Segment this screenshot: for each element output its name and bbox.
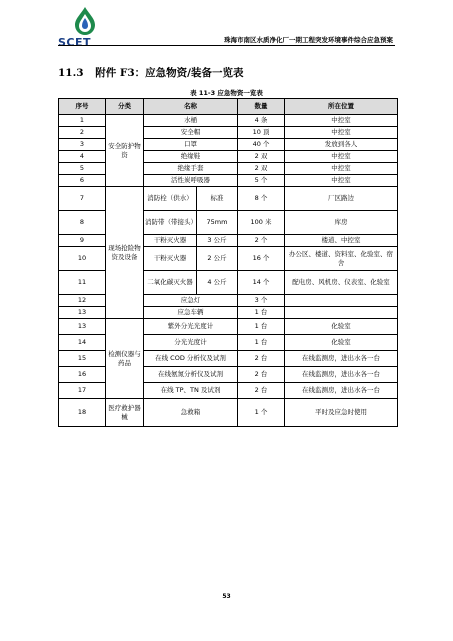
cell-seq: 15 <box>59 351 106 367</box>
cell-location: 楼道、中控室 <box>285 235 398 247</box>
cell-seq: 3 <box>59 139 106 151</box>
water-drop-logo-icon <box>70 6 100 36</box>
cell-seq: 10 <box>59 247 106 271</box>
cell-qty: 3 个 <box>238 295 285 307</box>
cell-location: 在线监测房，进出水各一台 <box>285 351 398 367</box>
cell-qty: 100 米 <box>238 211 285 235</box>
cell-spec: 3 公斤 <box>197 235 238 247</box>
cell-qty: 2 双 <box>238 151 285 163</box>
cell-name: 应急车辆 <box>144 307 238 319</box>
cell-qty: 5 个 <box>238 175 285 187</box>
cell-qty: 1 台 <box>238 335 285 351</box>
cell-name: 绝缘手套 <box>144 163 238 175</box>
cell-qty: 14 个 <box>238 271 285 295</box>
cell-qty: 1 台 <box>238 319 285 335</box>
cell-seq: 18 <box>59 399 106 427</box>
table-caption: 表 11-3 应急物资一览表 <box>190 89 263 97</box>
cell-seq: 4 <box>59 151 106 163</box>
cell-location: 发放到各人 <box>285 139 398 151</box>
cell-qty: 2 双 <box>238 163 285 175</box>
section-number: 11.3 <box>58 67 84 79</box>
cell-seq: 16 <box>59 367 106 383</box>
cell-spec: 75mm <box>197 211 238 235</box>
cell-seq: 11 <box>59 271 106 295</box>
cell-qty: 40 个 <box>238 139 285 151</box>
cell-seq: 6 <box>59 175 106 187</box>
cell-name: 消防带（带接头） <box>144 211 197 235</box>
cell-location: 中控室 <box>285 163 398 175</box>
cell-name: 消防栓（供水） <box>144 187 197 211</box>
cell-qty: 1 台 <box>238 307 285 319</box>
cell-name: 急救箱 <box>144 399 238 427</box>
cell-seq: 1 <box>59 115 106 127</box>
table-row <box>59 399 398 427</box>
cell-qty: 10 顶 <box>238 127 285 139</box>
cell-name: 干粉灭火器 <box>144 247 197 271</box>
logo-text: SCET <box>58 36 92 49</box>
cell-seq: 2 <box>59 127 106 139</box>
cell-name: 活性炭呼吸器 <box>144 175 238 187</box>
cell-location: 办公区、楼道、资料室、化验室、宿舍 <box>285 247 398 271</box>
cell-location: 化验室 <box>285 335 398 351</box>
cell-name: 在线 COD 分析仪及试剂 <box>144 351 238 367</box>
category-rescue: 现场抢险物资及设备 <box>106 187 144 319</box>
table-row <box>59 187 398 211</box>
cell-location: 化验室 <box>285 319 398 335</box>
header-seq: 序号 <box>59 99 106 115</box>
header-qty: 数量 <box>238 99 285 115</box>
cell-location: 配电房、风机房、仪表室、化验室 <box>285 271 398 295</box>
cell-seq: 5 <box>59 163 106 175</box>
cell-qty: 4 条 <box>238 115 285 127</box>
cell-location: 库房 <box>285 211 398 235</box>
cell-seq: 8 <box>59 211 106 235</box>
cell-qty: 16 个 <box>238 247 285 271</box>
header-divider <box>58 45 395 46</box>
table-header-row <box>59 99 398 115</box>
emergency-supplies-table <box>58 98 398 427</box>
cell-spec: 2 公斤 <box>197 247 238 271</box>
cell-location <box>285 295 398 307</box>
cell-name: 二氧化碳灭火器 <box>144 271 197 295</box>
cell-location: 平时及应急时使用 <box>285 399 398 427</box>
cell-name: 绝缘鞋 <box>144 151 238 163</box>
cell-location <box>285 307 398 319</box>
section-heading <box>58 65 244 80</box>
cell-name: 口罩 <box>144 139 238 151</box>
header-location: 所在位置 <box>285 99 398 115</box>
section-title: 附件 F3：应急物资/装备一览表 <box>95 67 244 79</box>
page-number: 53 <box>222 593 231 600</box>
cell-seq: 13 <box>59 307 106 319</box>
cell-qty: 8 个 <box>238 187 285 211</box>
cell-seq: 14 <box>59 335 106 351</box>
cell-name: 水桶 <box>144 115 238 127</box>
cell-spec: 4 公斤 <box>197 271 238 295</box>
cell-seq: 17 <box>59 383 106 399</box>
cell-name: 应急灯 <box>144 295 238 307</box>
category-safety: 安全防护物资 <box>106 115 144 187</box>
cell-name: 安全帽 <box>144 127 238 139</box>
cell-qty: 1 个 <box>238 399 285 427</box>
cell-location: 中控室 <box>285 127 398 139</box>
cell-name: 干粉灭火器 <box>144 235 197 247</box>
cell-name: 在线氨氮分析仪及试剂 <box>144 367 238 383</box>
cell-qty: 2 个 <box>238 235 285 247</box>
document-title: 珠海市南区水质净化厂一期工程突发环境事件综合应急预案 <box>224 36 393 44</box>
cell-name: 紫外分光光度计 <box>144 319 238 335</box>
cell-location: 在线监测房，进出水各一台 <box>285 367 398 383</box>
category-medical: 医疗救护器械 <box>106 399 144 427</box>
table-row <box>59 115 398 127</box>
header-name: 名称 <box>144 99 238 115</box>
cell-name: 分光光度计 <box>144 335 238 351</box>
cell-seq: 13 <box>59 319 106 335</box>
cell-location: 中控室 <box>285 175 398 187</box>
cell-location: 在线监测房，进出水各一台 <box>285 383 398 399</box>
scet-logo <box>58 6 118 50</box>
cell-qty: 2 台 <box>238 367 285 383</box>
cell-qty: 2 台 <box>238 383 285 399</box>
cell-name: 在线 TP、TN 及试剂 <box>144 383 238 399</box>
cell-seq: 7 <box>59 187 106 211</box>
cell-seq: 12 <box>59 295 106 307</box>
header-category: 分类 <box>106 99 144 115</box>
table-row <box>59 319 398 335</box>
cell-location: 中控室 <box>285 151 398 163</box>
cell-qty: 2 台 <box>238 351 285 367</box>
cell-location: 中控室 <box>285 115 398 127</box>
category-detect: 检测仪器与药品 <box>106 319 144 399</box>
cell-seq: 9 <box>59 235 106 247</box>
cell-location: 厂区路边 <box>285 187 398 211</box>
cell-spec: 标准 <box>197 187 238 211</box>
